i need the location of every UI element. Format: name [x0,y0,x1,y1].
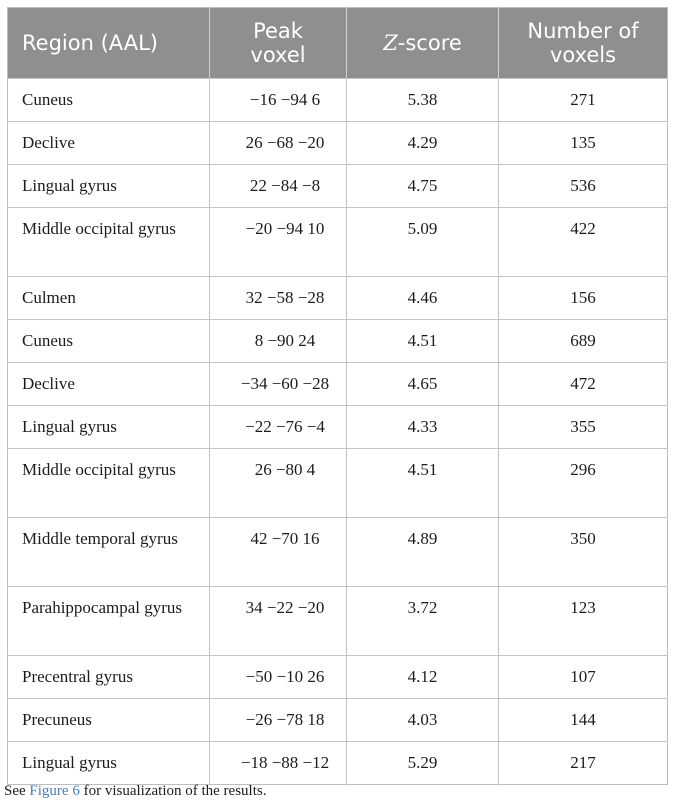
table-body [8,79,668,785]
cell-voxel-count: 689 [499,320,668,363]
cell-region: Lingual gyrus [8,742,210,785]
cell-region: Middle temporal gyrus [8,518,210,587]
cell-z-score: 4.51 [347,449,499,518]
cell-region: Precuneus [8,699,210,742]
table-row [8,79,668,122]
cell-z-score: 4.89 [347,518,499,587]
cell-voxel-count: 536 [499,165,668,208]
results-table-container [7,7,667,785]
cell-region: Middle occipital gyrus [8,449,210,518]
table-row [8,122,668,165]
cell-voxel-count: 296 [499,449,668,518]
cell-voxel-count: 350 [499,518,668,587]
cell-peak-voxel: 22 −84 −8 [210,165,347,208]
table-row [8,518,668,587]
cell-region: Middle occipital gyrus [8,208,210,277]
cell-peak-voxel: −22 −76 −4 [210,406,347,449]
cell-region: Precentral gyrus [8,656,210,699]
footnote-before: See [4,783,30,799]
cell-voxel-count: 135 [499,122,668,165]
cell-z-score: 4.46 [347,277,499,320]
header-peak-line2: voxel [250,43,306,67]
table-row [8,699,668,742]
header-z-rest: -score [397,31,462,55]
cell-z-score: 4.29 [347,122,499,165]
cell-peak-voxel: 8 −90 24 [210,320,347,363]
header-z-italic: Z [383,31,398,55]
cell-region: Parahippocampal gyrus [8,587,210,656]
cell-peak-voxel: −34 −60 −28 [210,363,347,406]
cell-z-score: 3.72 [347,587,499,656]
cell-region: Declive [8,122,210,165]
cell-peak-voxel: −18 −88 −12 [210,742,347,785]
cell-voxel-count: 422 [499,208,668,277]
header-peak-voxel [210,8,347,79]
cell-voxel-count: 156 [499,277,668,320]
cell-z-score: 4.03 [347,699,499,742]
cell-z-score: 4.51 [347,320,499,363]
cell-region: Cuneus [8,79,210,122]
results-table [7,7,668,785]
cell-z-score: 5.29 [347,742,499,785]
cell-peak-voxel: 32 −58 −28 [210,277,347,320]
cell-z-score: 5.09 [347,208,499,277]
cell-region: Cuneus [8,320,210,363]
table-row [8,363,668,406]
header-peak-line1: Peak [253,19,303,43]
footnote-after: for visualization of the results. [79,783,267,799]
header-voxel-count [499,8,668,79]
table-row [8,587,668,656]
figure-6-link[interactable]: Figure 6 [29,783,80,799]
cell-region: Culmen [8,277,210,320]
table-row [8,656,668,699]
cell-peak-voxel: 42 −70 16 [210,518,347,587]
header-region: Region (AAL) [8,8,210,79]
table-header-row [8,8,668,79]
table-footnote [4,783,266,800]
cell-voxel-count: 472 [499,363,668,406]
cell-peak-voxel: −16 −94 6 [210,79,347,122]
cell-z-score: 4.75 [347,165,499,208]
header-z-score [347,8,499,79]
table-row [8,406,668,449]
cell-voxel-count: 217 [499,742,668,785]
cell-voxel-count: 355 [499,406,668,449]
cell-peak-voxel: −50 −10 26 [210,656,347,699]
cell-peak-voxel: −20 −94 10 [210,208,347,277]
cell-z-score: 4.12 [347,656,499,699]
cell-z-score: 4.33 [347,406,499,449]
table-row [8,277,668,320]
cell-region: Declive [8,363,210,406]
cell-voxel-count: 271 [499,79,668,122]
table-row [8,742,668,785]
cell-peak-voxel: −26 −78 18 [210,699,347,742]
cell-peak-voxel: 34 −22 −20 [210,587,347,656]
table-row [8,165,668,208]
cell-region: Lingual gyrus [8,165,210,208]
cell-z-score: 4.65 [347,363,499,406]
table-row [8,208,668,277]
cell-z-score: 5.38 [347,79,499,122]
cell-region: Lingual gyrus [8,406,210,449]
header-count-line1: Number of [527,19,639,43]
header-count-line2: voxels [549,43,617,67]
cell-voxel-count: 123 [499,587,668,656]
cell-voxel-count: 144 [499,699,668,742]
cell-peak-voxel: 26 −80 4 [210,449,347,518]
cell-peak-voxel: 26 −68 −20 [210,122,347,165]
cell-voxel-count: 107 [499,656,668,699]
table-row [8,449,668,518]
table-row [8,320,668,363]
